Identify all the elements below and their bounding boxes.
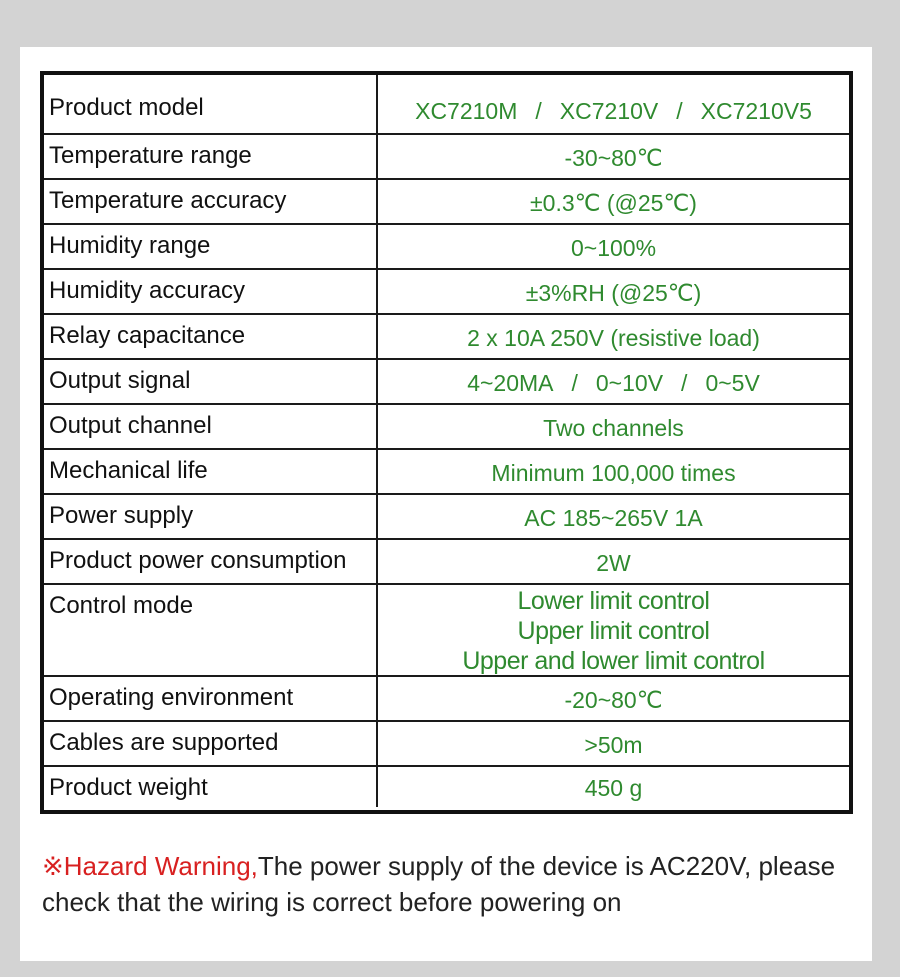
row-value: -20~80℃: [564, 686, 663, 713]
row-value: [378, 75, 849, 133]
model-xc7210v: XC7210V: [559, 98, 659, 124]
row-label: Operating environment: [44, 677, 378, 720]
row-value: >50m: [584, 731, 643, 758]
table-row-power-consumption: [44, 540, 849, 585]
row-label: Mechanical life: [44, 450, 378, 493]
control-mode-upper-lower: Upper and lower limit control: [462, 647, 765, 675]
row-value: ±3%RH (@25℃): [525, 279, 702, 306]
row-label: Output signal: [44, 360, 378, 403]
row-value: 0~100%: [570, 234, 657, 261]
table-row-temperature-range: [44, 135, 849, 180]
row-value: 2W: [596, 549, 631, 576]
row-label: Product weight: [44, 767, 378, 807]
row-value: 2 x 10A 250V (resistive load): [467, 324, 760, 351]
row-label: Humidity range: [44, 225, 378, 268]
table-row-output-channel: [44, 405, 849, 450]
row-label: Cables are supported: [44, 722, 378, 765]
model-xc7210v5: XC7210V5: [700, 98, 812, 124]
spec-table: [40, 71, 853, 814]
row-label: Temperature accuracy: [44, 180, 378, 223]
row-value: 450 g: [584, 775, 643, 801]
table-row-humidity-accuracy: [44, 270, 849, 315]
row-value: ±0.3℃ (@25℃): [530, 189, 697, 216]
hazard-warning-message: The power supply of the device is AC220V, please check that the wiring is correct before powering on: [42, 851, 836, 917]
control-mode-upper: Upper limit control: [517, 617, 710, 645]
table-row-mechanical-life: [44, 450, 849, 495]
table-row-product-model: [44, 75, 849, 135]
table-row-humidity-range: [44, 225, 849, 270]
model-separator: /: [676, 98, 683, 124]
table-row-output-signal: [44, 360, 849, 405]
row-label: Output channel: [44, 405, 378, 448]
row-value: AC 185~265V 1A: [524, 504, 703, 531]
row-value: Minimum 100,000 times: [491, 459, 736, 486]
row-label: Product model: [44, 75, 378, 133]
row-value: [378, 585, 849, 675]
output-0-5v: 0~5V: [705, 369, 760, 396]
hazard-warning-label: ※Hazard Warning,: [42, 851, 258, 881]
hazard-warning: [42, 848, 842, 920]
table-row-control-mode: [44, 585, 849, 677]
row-value: Two channels: [543, 414, 684, 441]
table-row-power-supply: [44, 495, 849, 540]
row-label: Product power consumption: [44, 540, 378, 583]
output-separator: /: [571, 369, 578, 396]
table-row-operating-environment: [44, 677, 849, 722]
table-row-relay-capacitance: [44, 315, 849, 360]
row-label: Power supply: [44, 495, 378, 538]
output-4-20ma: 4~20MA: [467, 369, 554, 396]
row-value: [378, 360, 849, 403]
table-row-product-weight: [44, 767, 849, 807]
output-separator: /: [681, 369, 688, 396]
row-value: -30~80℃: [564, 144, 663, 171]
row-label: Temperature range: [44, 135, 378, 178]
table-row-cables-supported: [44, 722, 849, 767]
row-label: Relay capacitance: [44, 315, 378, 358]
row-label: Control mode: [44, 585, 378, 675]
model-separator: /: [535, 98, 542, 124]
output-0-10v: 0~10V: [595, 369, 664, 396]
model-xc7210m: XC7210M: [415, 98, 518, 124]
table-row-temperature-accuracy: [44, 180, 849, 225]
row-label: Humidity accuracy: [44, 270, 378, 313]
control-mode-lower: Lower limit control: [517, 587, 710, 615]
